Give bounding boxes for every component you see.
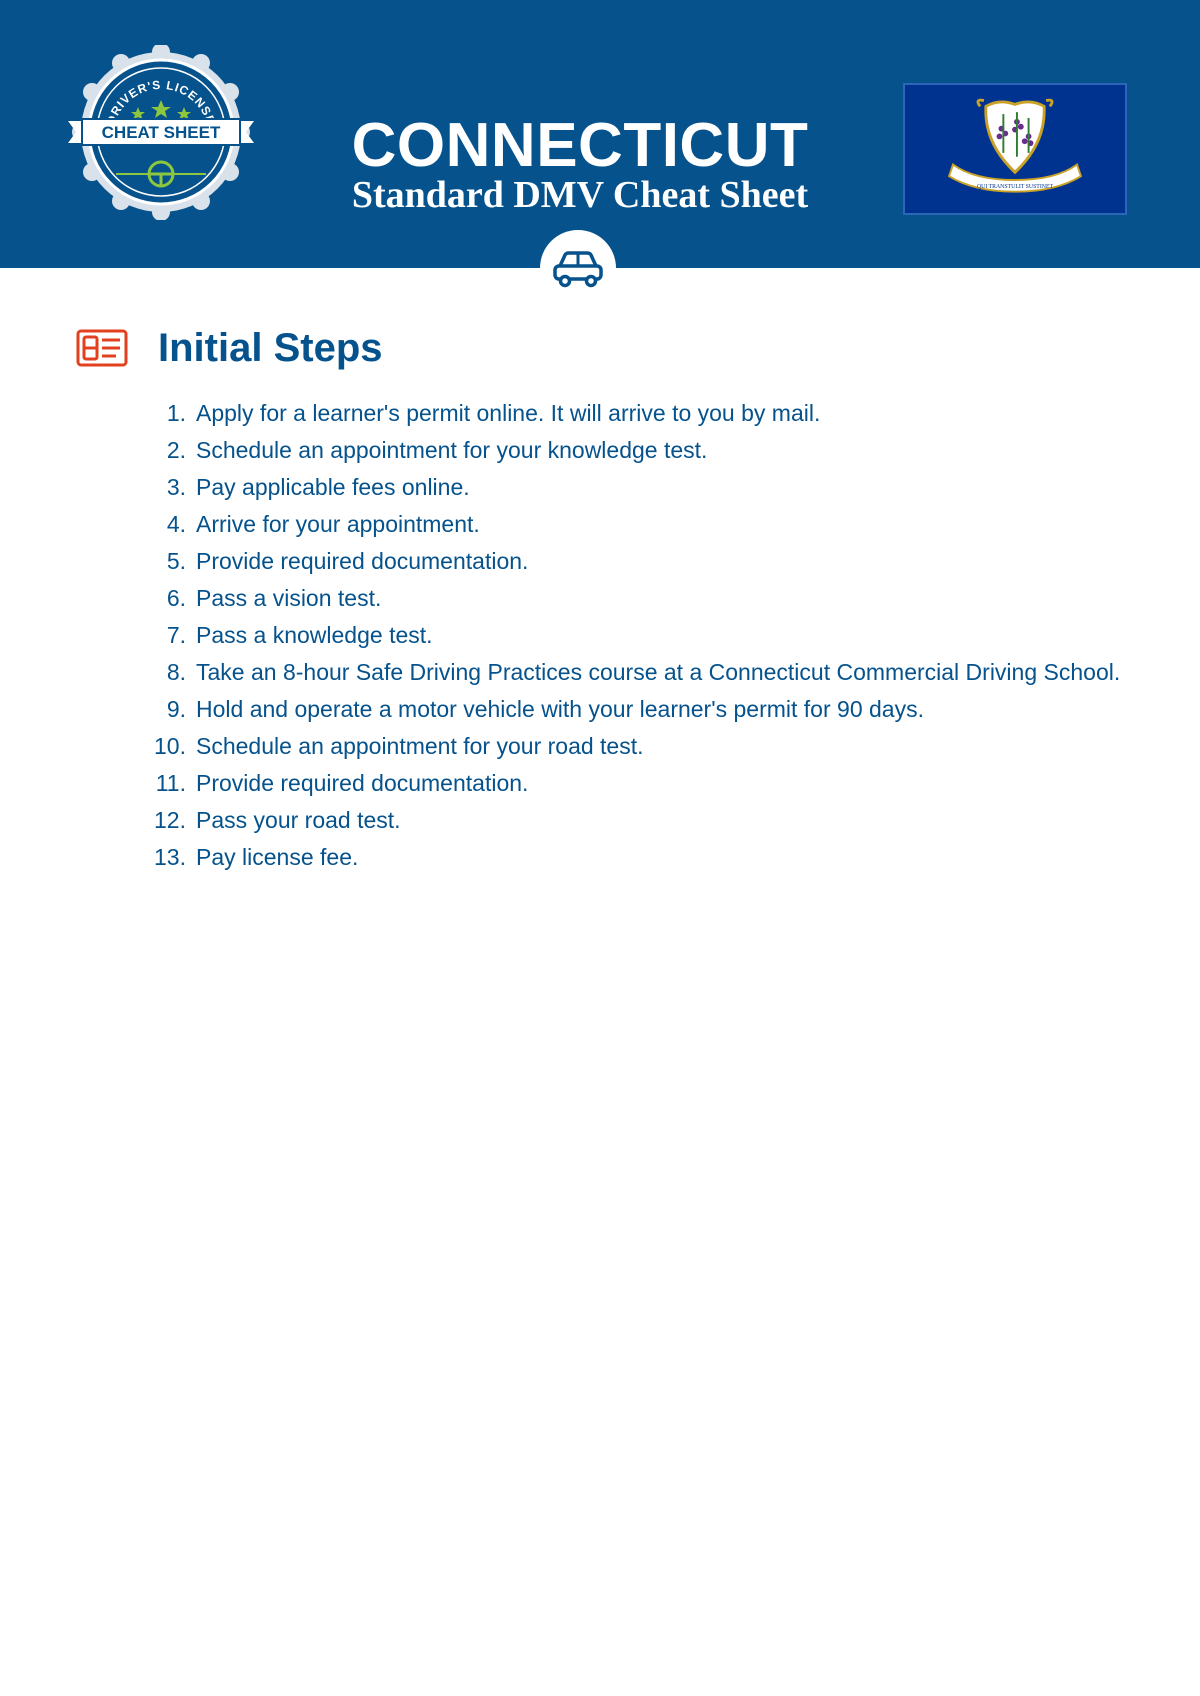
list-item: 13. Pay license fee. [154,844,359,870]
svg-text:QUI TRANSTULIT SUSTINET: QUI TRANSTULIT SUSTINET [976,183,1054,190]
car-icon [552,248,604,288]
header-banner [0,0,1200,268]
list-item: 9. Hold and operate a motor vehicle with your learner's permit for 90 days. [166,696,924,722]
state-title: CONNECTICUT [351,111,809,180]
list-item: 1. Apply for a learner's permit online. It will arrive to you by mail. [166,400,821,426]
connecticut-flag-icon [903,83,1127,215]
title-block [300,111,860,216]
section-header [76,325,1126,371]
steps-list [146,395,1166,876]
section-title: Initial Steps [158,326,383,370]
list-item: 5. Provide required documentation. [166,548,529,574]
drivers-license-badge-icon [66,45,256,220]
list-item: 10. Schedule an appointment for your road test. [154,733,644,759]
list-item: 3. Pay applicable fees online. [166,474,470,500]
list-item: 4. Arrive for your appointment. [166,511,480,537]
list-item: 7. Pass a knowledge test. [166,622,433,648]
list-item: 12. Pass your road test. [154,807,401,833]
svg-text:DRIVER'S LICENSE: RIVER'S LICENS [107,77,215,119]
list-item: 11. Provide required documentation. [155,770,529,796]
svg-text:CHEAT SHEET: CHEAT SHEET [101,123,221,142]
initial-steps-section [76,325,1126,870]
list-item: 2. Schedule an appointment for your knowledge test. [166,437,708,463]
page-subtitle: Standard DMV Cheat Sheet [351,174,809,216]
list-item: 8. Take an 8-hour Safe Driving Practices course at a Connecticut Commercial Driving School. [166,659,1121,685]
list-item: 6. Pass a vision test. [166,585,382,611]
license-card-icon [76,328,128,368]
car-tab [540,230,616,306]
